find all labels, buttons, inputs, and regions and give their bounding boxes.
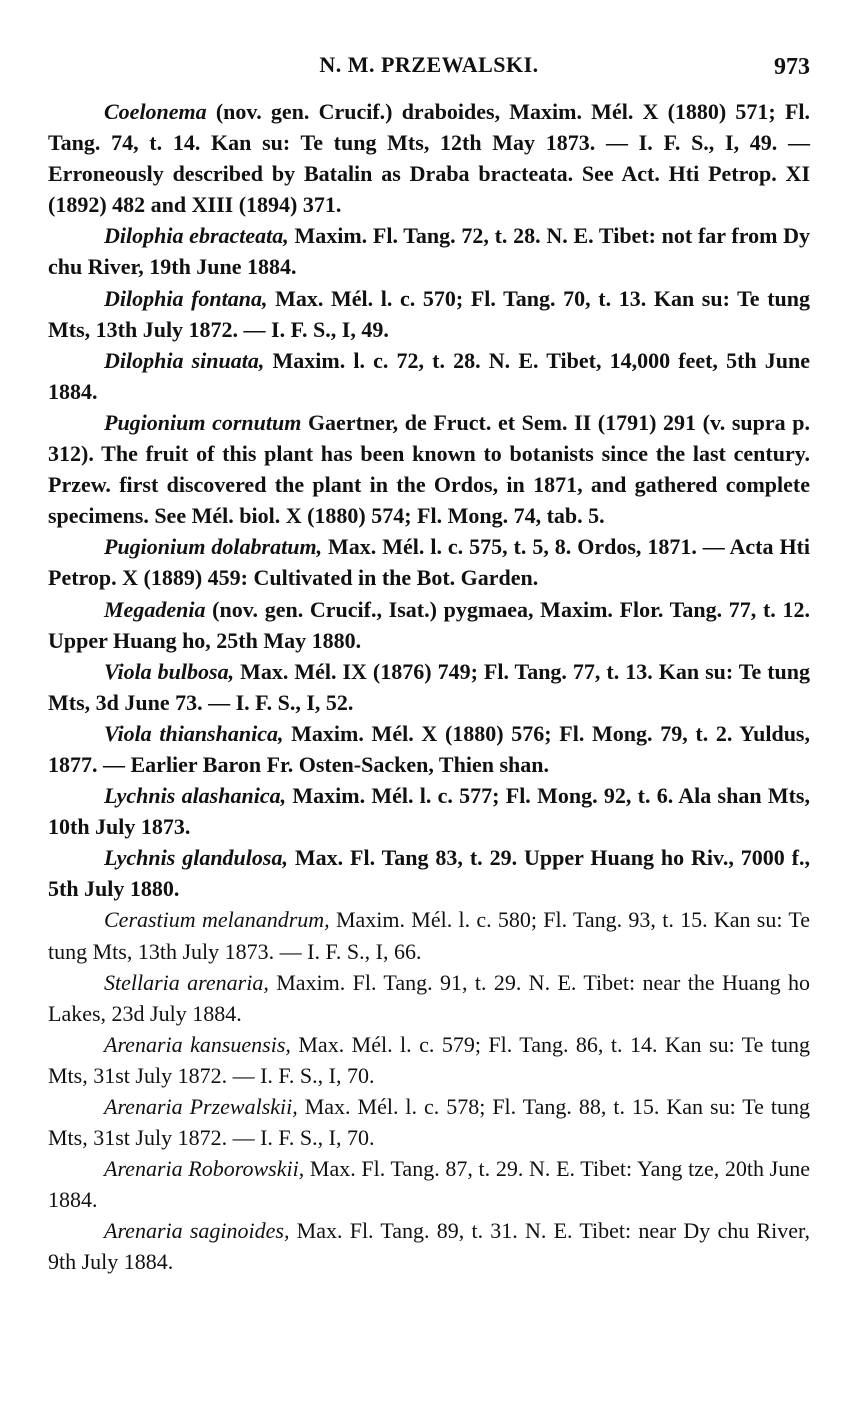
species-citation: Maxim. Fl. Tang. 72, t. 28. N. E. Tibet: not far from Dy chu River, 19th June 1884.: [48, 223, 810, 280]
species-entry: [48, 531, 810, 593]
running-head: [48, 50, 810, 84]
species-citation: Max. Mél. l. c. 570; Fl. Tang. 70, t. 13. Kan su: Te tung Mts, 13th July 1872. — I. F. S., I, 49.: [48, 285, 810, 342]
species-name: Dilophia sinuata,: [104, 347, 265, 373]
species-citation: Maxim. Fl. Tang. 91, t. 29. N. E. Tibet: near the Huang ho Lakes, 23d July 1884.: [48, 969, 810, 1026]
species-name: Cerastium melanandrum,: [104, 907, 330, 933]
species-citation: Max. Fl. Tang. 89, t. 31. N. E. Tibet: near Dy chu River, 9th July 1884.: [48, 1218, 810, 1275]
species-name: Arenaria Przewalskii,: [104, 1094, 298, 1119]
species-name: Megadenia: [104, 596, 206, 622]
species-name: Arenaria kansuensis,: [104, 1031, 291, 1057]
species-citation: Maxim. Mél. X (1880) 576; Fl. Mong. 79, t. 2. Yuldus, 1877. — Earlier Baron Fr. Osten-Sacken, Thien shan.: [48, 720, 810, 777]
species-citation: Maxim. l. c. 72, t. 28. N. E. Tibet, 14,000 feet, 5th June 1884.: [48, 347, 811, 404]
species-citation: Max. Mél. l. c. 579; Fl. Tang. 86, t. 14. Kan su: Te tung Mts, 31st July 1872. — I. F. S., I, 70.: [48, 1031, 810, 1088]
species-entries: [48, 96, 810, 1278]
species-name: Arenaria Roborowskii,: [104, 1156, 305, 1182]
species-citation: Max. Mél. IX (1876) 749; Fl. Tang. 77, t. 13. Kan su: Te tung Mts, 3d June 73. — I. F. S., I, 52.: [48, 658, 810, 715]
species-name: Stellaria arenaria,: [104, 969, 269, 995]
species-entry: [48, 780, 810, 842]
species-entry: [48, 1215, 810, 1277]
species-entry: [48, 656, 810, 718]
species-entry: [48, 283, 810, 345]
species-entry: [48, 1091, 810, 1153]
species-entry: [48, 220, 810, 282]
species-entry: [48, 967, 810, 1029]
species-citation: Gaertner, de Fruct. et Sem. II (1791) 291 (v. supra p. 312). The fruit of this plant has been known to botanists since the last century. Przew. first discovered the plant in the Ordos, in 1871, and gathered complete specimens. See Mél. biol. X (1880) 574; Fl. Mong. 74, tab. 5.: [48, 409, 810, 529]
species-name: Lychnis glandulosa,: [104, 845, 288, 871]
species-citation: Maxim. Mél. l. c. 580; Fl. Tang. 93, t. 15. Kan su: Te tung Mts, 13th July 1873. — I. F. S., I, 66.: [48, 907, 811, 964]
species-citation: Max. Fl. Tang. 87, t. 29. N. E. Tibet: Yang tze, 20th June 1884.: [48, 1156, 811, 1213]
species-name: Dilophia fontana,: [104, 285, 268, 311]
species-entry: [48, 345, 810, 407]
species-entry: [48, 904, 810, 966]
species-citation: (nov. gen. Crucif.) draboides, Maxim. Mél. X (1880) 571; Fl. Tang. 74, t. 14. Kan su: Te tung Mts, 12th May 1873. — I. F. S., I, 49. — Erroneously described by Batalin as Draba bracteata. See Act. Hti Petrop. XI (1892) 482 and XIII (1894) 371.: [48, 99, 810, 218]
species-entry: [48, 1029, 810, 1091]
species-name: Viola thianshanica,: [104, 720, 284, 746]
species-citation: Max. Fl. Tang 83, t. 29. Upper Huang ho Riv., 7000 f., 5th July 1880.: [48, 845, 810, 902]
species-entry: [48, 407, 810, 531]
species-name: Coelonema: [104, 99, 207, 124]
species-name: Arenaria saginoides,: [104, 1218, 290, 1244]
species-name: Lychnis alashanica,: [104, 783, 287, 809]
species-name: Pugionium dolabratum,: [104, 534, 323, 560]
species-entry: [48, 1153, 810, 1215]
species-entry: [48, 842, 810, 904]
species-name: Pugionium cornutum: [104, 409, 302, 435]
species-citation: (nov. gen. Crucif., Isat.) pygmaea, Maxim. Flor. Tang. 77, t. 12. Upper Huang ho, 25th May 1880.: [48, 596, 810, 653]
species-citation: Max. Mél. l. c. 575, t. 5, 8. Ordos, 1871. — Acta Hti Petrop. X (1889) 459: Cultivated in the Bot. Garden.: [48, 534, 810, 591]
species-entry: [48, 594, 810, 656]
species-entry: [48, 96, 810, 220]
page-number: 973: [774, 54, 810, 80]
species-name: Viola bulbosa,: [104, 658, 235, 684]
species-name: Dilophia ebracteata,: [104, 223, 289, 249]
species-entry: [48, 718, 810, 780]
species-citation: Maxim. Mél. l. c. 577; Fl. Mong. 92, t. 6. Ala shan Mts, 10th July 1873.: [48, 783, 810, 840]
running-title: N. M. PRZEWALSKI.: [319, 52, 539, 77]
species-citation: Max. Mél. l. c. 578; Fl. Tang. 88, t. 15. Kan su: Te tung Mts, 31st July 1872. — I. F. S., I, 70.: [48, 1094, 810, 1151]
